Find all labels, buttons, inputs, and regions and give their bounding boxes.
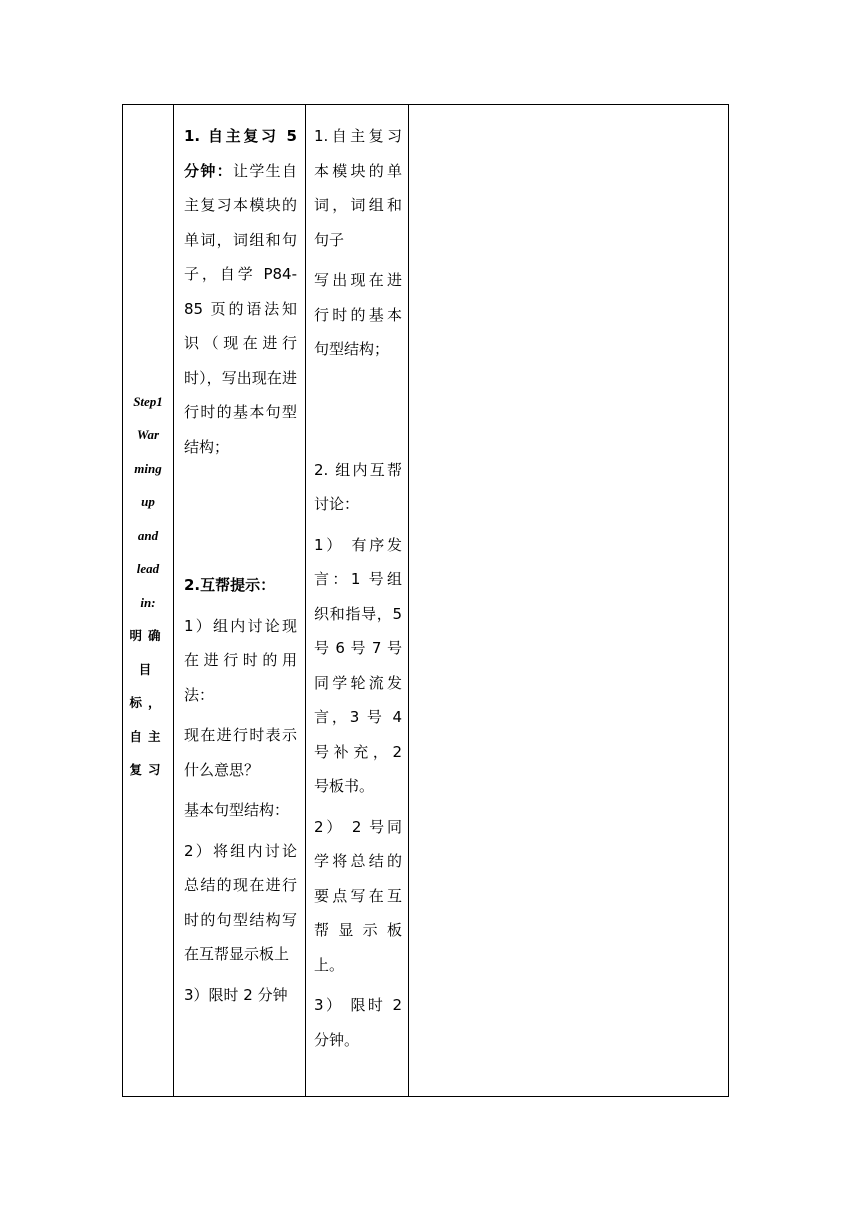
- student-activity-cell: [306, 105, 409, 1097]
- step-en-line: lead: [136, 561, 160, 576]
- step-cn-line: 自主: [129, 728, 167, 744]
- step-cn-line: 目: [138, 661, 158, 677]
- teacher-part1-title: 1. 自主复习 5 分钟：: [184, 127, 297, 180]
- step-cn-line: 复习: [129, 762, 167, 777]
- step-en-line: in:: [140, 594, 156, 610]
- teacher-part2-question2: 基本句型结构：: [184, 801, 290, 819]
- student-part1b: 写出现在进行时的基本句型结构；: [314, 271, 402, 358]
- lesson-plan-table: [122, 104, 729, 1097]
- student-part2-title: 2. 组内互帮讨论：: [314, 460, 402, 513]
- step-en-line: War: [136, 427, 160, 442]
- teacher-part1-body: 让学生自主复习本模块的单词，词组和句子，自学 P84-85 页的语法知识（现在进行时），写出现在进行时的基本句型结构；: [184, 161, 297, 456]
- student-part2-item1: 1） 有序发言：1 号组织和指导，5 号 6 号 7 号同学轮流发言，3 号 4 号补充，2 号板书。: [314, 535, 402, 795]
- teacher-part2-item3: 3）限时 2 分钟: [184, 985, 288, 1004]
- student-part1a: 1.自主复习本模块的单词，词组和句子: [314, 127, 402, 249]
- step-cell: [123, 105, 174, 1097]
- notes-cell: [409, 105, 729, 1097]
- student-part2-item2: 2） 2 号同学将总结的要点写在互帮显示板上。: [314, 817, 402, 974]
- table-row: [123, 105, 729, 1097]
- teacher-part2-title: 2.互帮提示：: [184, 576, 276, 594]
- step-cn-line: 标，: [129, 695, 167, 710]
- student-part2-item3: 3） 限时 2 分钟。: [314, 996, 402, 1049]
- step-cn-line: 明确: [129, 628, 167, 643]
- step-en-line: and: [137, 527, 159, 543]
- step-en-line: ming: [134, 460, 162, 476]
- step-en-line: up: [141, 494, 155, 509]
- teacher-activity-cell: [174, 105, 306, 1097]
- step-en-line: Step1: [133, 393, 163, 409]
- teacher-part2-question1: 现在进行时表示什么意思？: [184, 726, 297, 779]
- teacher-part1: [184, 119, 297, 464]
- teacher-part2-item2: 2）将组内讨论总结的现在进行时的句型结构写在互帮显示板上: [184, 841, 297, 963]
- teacher-part2-item1: 1）组内讨论现在进行时的用法：: [184, 616, 297, 704]
